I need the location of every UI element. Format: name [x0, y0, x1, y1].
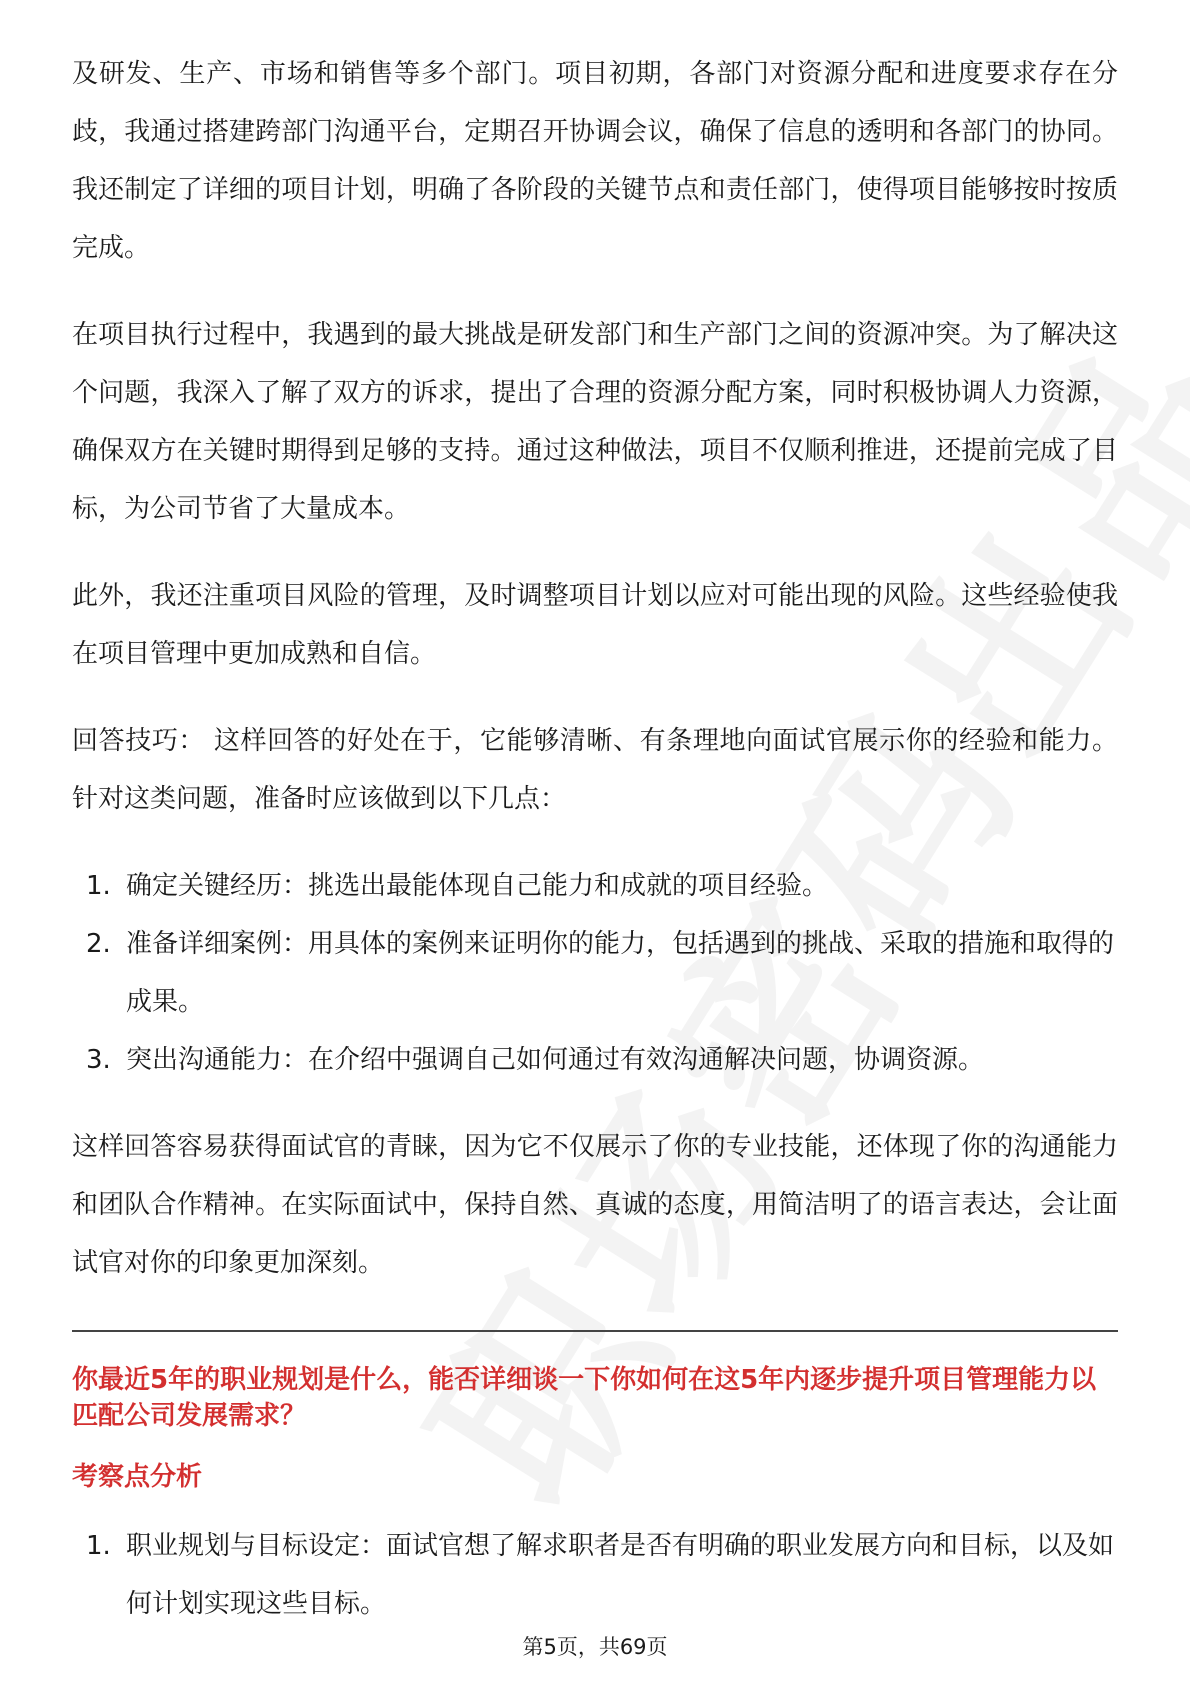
- paragraph-risk: 此外，我还注重项目风险的管理，及时调整项目计划以应对可能出现的风险。这些经验使我在项目管理中更加成熟和自信。: [72, 581, 1118, 669]
- page-footer: 第5页，共69页: [522, 1635, 668, 1659]
- list-item: [72, 857, 1118, 915]
- list-item: [72, 1517, 1118, 1633]
- list-item: [72, 1031, 1118, 1089]
- list-item-text: 确定关键经历：挑选出最能体现自己能力和成就的项目经验。: [126, 871, 829, 901]
- list-item-number: 3.: [86, 1045, 111, 1075]
- list-item-number: 1.: [86, 1531, 111, 1561]
- analysis-heading: 考察点分析: [72, 1462, 203, 1492]
- paragraph-challenge: 在项目执行过程中，我遇到的最大挑战是研发部门和生产部门之间的资源冲突。为了解决这个问题，我深入了解了双方的诉求，提出了合理的资源分配方案，同时积极协调人力资源，确保双方在关键时期得到足够的支持。通过这种做法，项目不仅顺利推进，还提前完成了目标，为公司节省了大量成本。: [72, 320, 1118, 524]
- list-item-text: 职业规划与目标设定：面试官想了解求职者是否有明确的职业发展方向和目标，以及如何计划实现这些目标。: [126, 1531, 1115, 1619]
- tips-list: [72, 857, 1118, 1089]
- page-content: [72, 45, 1118, 1633]
- list-item-number: 2.: [86, 929, 111, 959]
- list-item-text: 突出沟通能力：在介绍中强调自己如何通过有效沟通解决问题，协调资源。: [126, 1045, 985, 1075]
- interview-question: 你最近5年的职业规划是什么，能否详细谈一下你如何在这5年内逐步提升项目管理能力以匹配公司发展需求？: [72, 1365, 1097, 1431]
- analysis-list: [72, 1517, 1118, 1633]
- section-divider: [72, 1330, 1118, 1332]
- paragraph-answer-tips: 回答技巧： 这样回答的好处在于，它能够清晰、有条理地向面试官展示你的经验和能力。针对这类问题，准备时应该做到以下几点：: [72, 726, 1118, 814]
- list-item-number: 1.: [86, 871, 111, 901]
- list-item: [72, 915, 1118, 1031]
- paragraph-closing: 这样回答容易获得面试官的青睐，因为它不仅展示了你的专业技能，还体现了你的沟通能力和团队合作精神。在实际面试中，保持自然、真诚的态度，用简洁明了的语言表达，会让面试官对你的印象更加深刻。: [72, 1132, 1118, 1278]
- list-item-text: 准备详细案例：用具体的案例来证明你的能力，包括遇到的挑战、采取的措施和取得的成果。: [126, 929, 1115, 1017]
- paragraph-experience-intro: 及研发、生产、市场和销售等多个部门。项目初期，各部门对资源分配和进度要求存在分歧，我通过搭建跨部门沟通平台，定期召开协调会议，确保了信息的透明和各部门的协同。我还制定了详细的项目计划，明确了各阶段的关键节点和责任部门，使得项目能够按时按质完成。: [72, 59, 1118, 263]
